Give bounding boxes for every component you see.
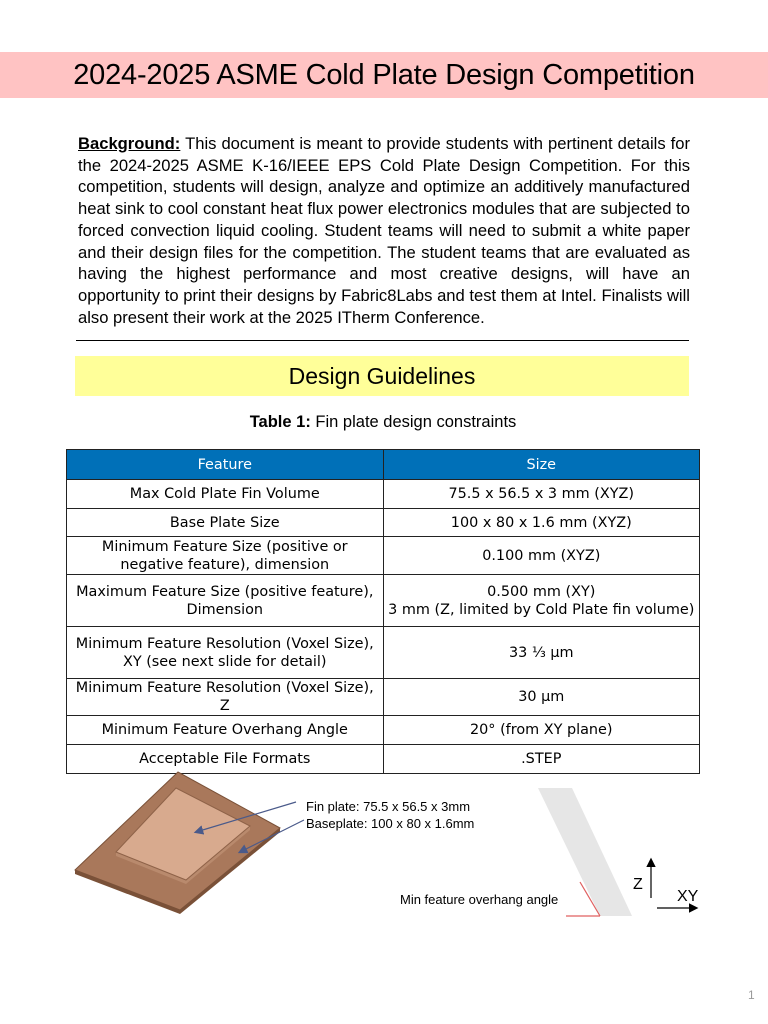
page-number: 1 bbox=[748, 988, 755, 1002]
size-line-2: 3 mm (Z, limited by Cold Plate fin volume) bbox=[388, 601, 695, 618]
table-row bbox=[67, 575, 700, 627]
size-cell: 20° (from XY plane) bbox=[383, 716, 699, 745]
fin-plate-label: Fin plate: 75.5 x 56.5 x 3mm bbox=[306, 799, 471, 814]
size-cell: 33 ⅓ µm bbox=[383, 627, 699, 679]
table-header-row bbox=[67, 450, 700, 480]
axis-z-label: Z bbox=[633, 876, 643, 893]
design-constraints-table bbox=[66, 449, 700, 774]
feature-cell: Minimum Feature Overhang Angle bbox=[67, 716, 384, 745]
header-feature: Feature bbox=[67, 450, 384, 480]
feature-cell: Base Plate Size bbox=[67, 509, 384, 537]
size-cell: .STEP bbox=[383, 745, 699, 774]
size-cell bbox=[383, 575, 699, 627]
section-divider bbox=[76, 340, 689, 341]
size-cell: 0.100 mm (XYZ) bbox=[383, 537, 699, 575]
section-title: Design Guidelines bbox=[288, 362, 476, 389]
cold-plate-illustration bbox=[60, 770, 710, 950]
cold-plate-figure bbox=[60, 770, 710, 950]
background-text: This document is meant to provide students with pertinent details for the 2024-2025 ASME K-16/IEEE EPS Cold Plate Design Competition. For this competition, students will design, analyze and optimize an additively manufactured heat sink to cool constant heat flux power electronics modules that are subjected to forced convection liquid cooling. Student teams will need to submit a white paper and their design files for the competition. The student teams that are evaluated as having the highest performance and most creative designs, will have an opportunity to print their designs by Fabric8Labs and test them at Intel. Finalists will also present their work at the 2025 ITherm Conference. bbox=[78, 134, 691, 327]
table-row bbox=[67, 537, 700, 575]
table-caption bbox=[0, 413, 766, 432]
feature-cell: Acceptable File Formats bbox=[67, 745, 384, 774]
baseplate-label: Baseplate: 100 x 80 x 1.6mm bbox=[306, 816, 475, 831]
background-label: Background: bbox=[78, 134, 181, 153]
table-row bbox=[67, 716, 700, 745]
table-row bbox=[67, 509, 700, 537]
feature-cell: Minimum Feature Resolution (Voxel Size), Z bbox=[67, 679, 384, 716]
feature-cell: Minimum Feature Size (positive or negative feature), dimension bbox=[67, 537, 384, 575]
overhang-label: Min feature overhang angle bbox=[400, 892, 559, 907]
size-cell: 30 µm bbox=[383, 679, 699, 716]
size-line-1: 0.500 mm (XY) bbox=[487, 583, 596, 600]
size-cell: 100 x 80 x 1.6 mm (XYZ) bbox=[383, 509, 699, 537]
background-paragraph bbox=[78, 133, 690, 328]
table-row bbox=[67, 480, 700, 509]
feature-cell: Maximum Feature Size (positive feature), Dimension bbox=[67, 575, 384, 627]
table-row bbox=[67, 679, 700, 716]
table-caption-label: Table 1: bbox=[249, 413, 311, 431]
section-banner bbox=[75, 356, 689, 396]
table-row bbox=[67, 627, 700, 679]
feature-cell: Minimum Feature Resolution (Voxel Size), XY (see next slide for detail) bbox=[67, 627, 384, 679]
feature-cell: Max Cold Plate Fin Volume bbox=[67, 480, 384, 509]
title-banner bbox=[0, 52, 768, 98]
size-cell: 75.5 x 56.5 x 3 mm (XYZ) bbox=[383, 480, 699, 509]
header-size: Size bbox=[383, 450, 699, 480]
table-caption-text: Fin plate design constraints bbox=[315, 413, 517, 431]
page-title: 2024-2025 ASME Cold Plate Design Competition bbox=[73, 58, 695, 91]
axis-xy-label: XY bbox=[677, 888, 699, 905]
